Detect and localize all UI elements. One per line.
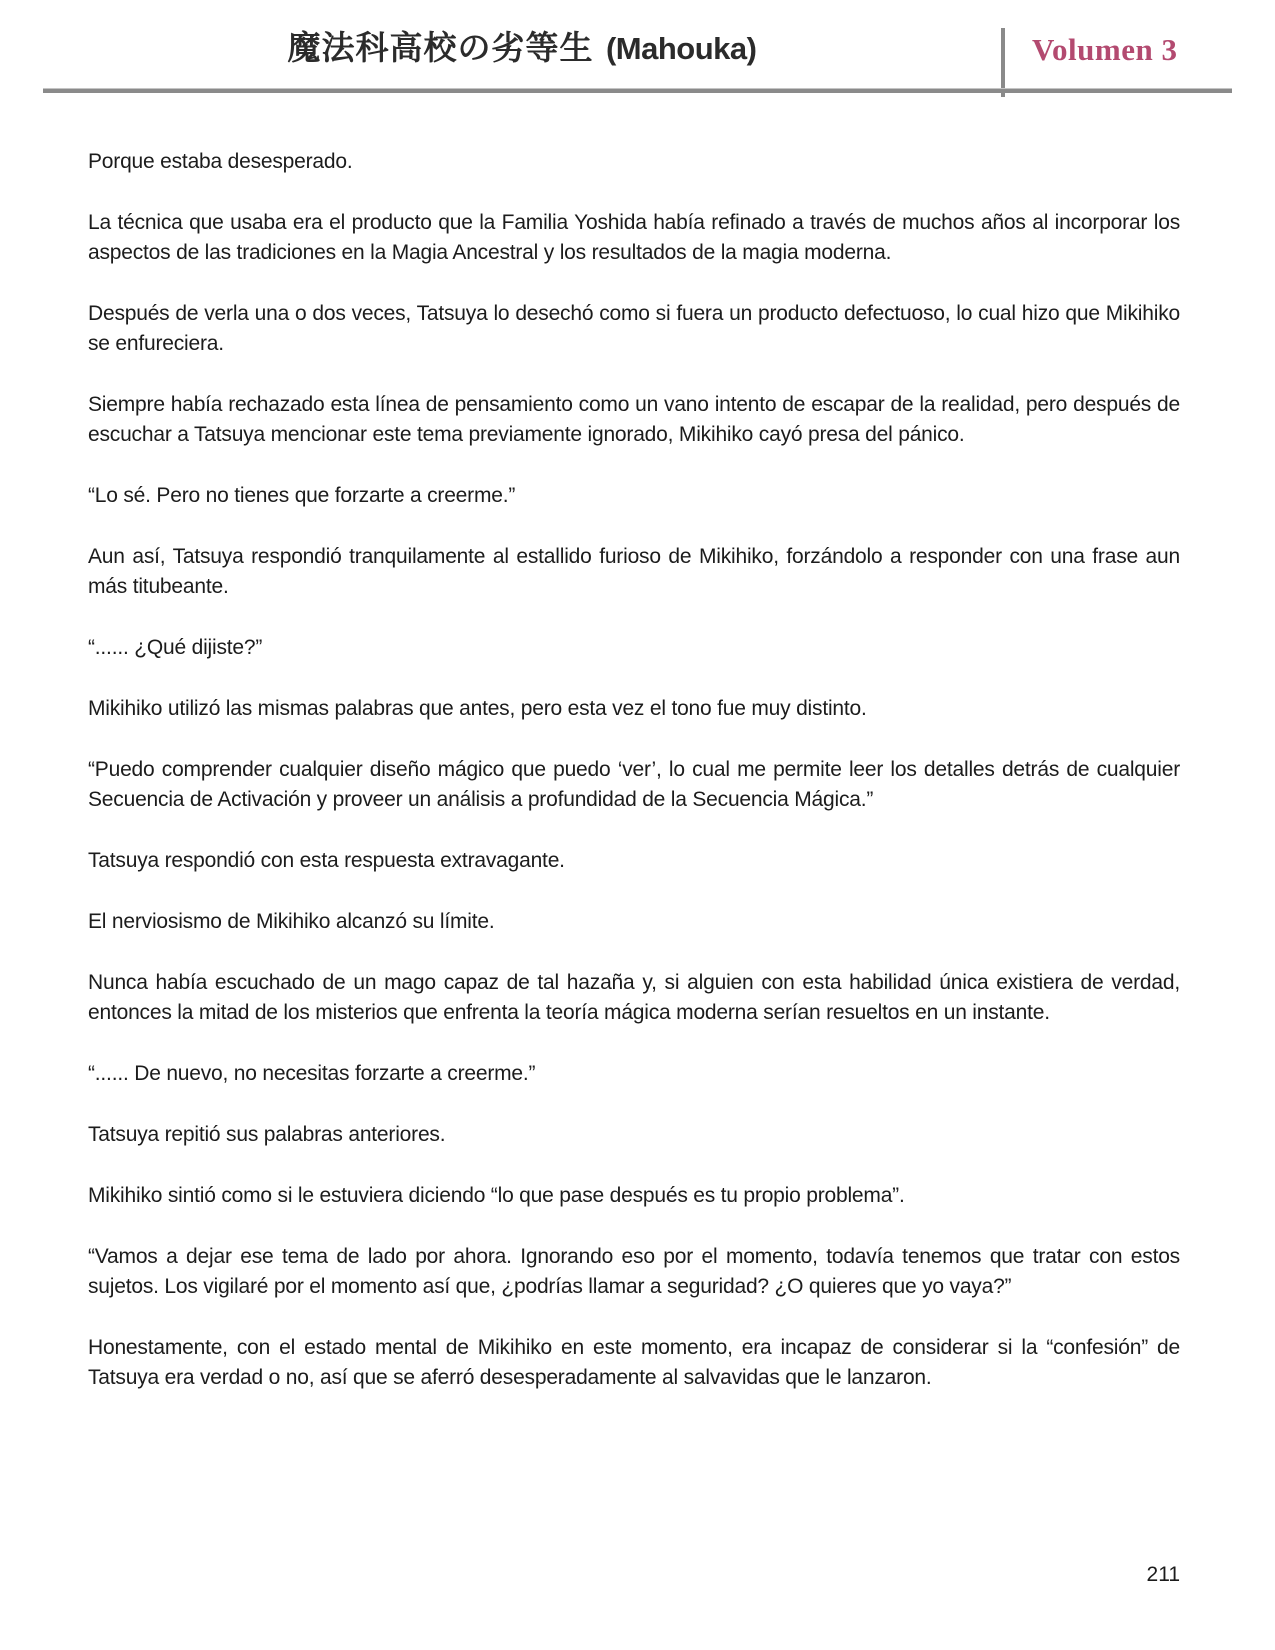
- page-number: 211: [1146, 1563, 1180, 1586]
- paragraph: La técnica que usaba era el producto que la Familia Yoshida había refinado a través de muchos años al incorporar los aspectos de las tradiciones en la Magia Ancestral y los resultados de la magia moderna.: [88, 211, 1180, 264]
- page-body: [88, 147, 1180, 1424]
- paragraph: “...... De nuevo, no necesitas forzarte a creerme.”: [88, 1062, 536, 1085]
- book-title: [43, 22, 1001, 69]
- header-rule: [43, 88, 1232, 93]
- paragraph: “Vamos a dejar ese tema de lado por ahora. Ignorando eso por el momento, todavía tenemos que tratar con estos sujetos. Los vigilaré por el momento así que, ¿podrías llamar a seguridad? ¿O quieres que yo vaya?”: [88, 1245, 1180, 1298]
- paragraph: Mikihiko sintió como si le estuviera diciendo “lo que pase después es tu propio problema”.: [88, 1184, 905, 1207]
- paragraph: Honestamente, con el estado mental de Mikihiko en este momento, era incapaz de considerar si la “confesión” de Tatsuya era verdad o no, así que se aferró desesperadamente al salvavidas que le lanzaron.: [88, 1336, 1180, 1389]
- paragraph: Después de verla una o dos veces, Tatsuya lo desechó como si fuera un producto defectuoso, lo cual hizo que Mikihiko se enfureciera.: [88, 302, 1180, 355]
- paragraph: Mikihiko utilizó las mismas palabras que antes, pero esta vez el tono fue muy distinto.: [88, 697, 867, 720]
- paragraph: “Lo sé. Pero no tienes que forzarte a creerme.”: [88, 484, 516, 507]
- paragraph: Siempre había rechazado esta línea de pensamiento como un vano intento de escapar de la realidad, pero después de escuchar a Tatsuya mencionar este tema previamente ignorado, Mikihiko cayó presa del pánico.: [88, 393, 1180, 446]
- header-divider-bar: [1001, 28, 1005, 97]
- paragraph: “...... ¿Qué dijiste?”: [88, 636, 263, 659]
- paragraph: “Puedo comprender cualquier diseño mágico que puedo ‘ver’, lo cual me permite leer los detalles detrás de cualquier Secuencia de Activación y proveer un análisis a profundidad de la Secuencia Mágica.”: [88, 758, 1180, 811]
- paragraph: Nunca había escuchado de un mago capaz de tal hazaña y, si alguien con esta habilidad única existiera de verdad, entonces la mitad de los misterios que enfrenta la teoría mágica moderna serían resueltos en un instante.: [88, 971, 1180, 1024]
- paragraph: Tatsuya repitió sus palabras anteriores.: [88, 1123, 446, 1146]
- paragraph: Aun así, Tatsuya respondió tranquilamente al estallido furioso de Mikihiko, forzándolo a responder con una frase aun más titubeante.: [88, 545, 1180, 598]
- book-title-japanese: 魔法科高校の劣等生: [287, 28, 594, 67]
- paragraph: El nerviosismo de Mikihiko alcanzó su límite.: [88, 910, 495, 933]
- book-title-romaji: (Mahouka): [605, 31, 757, 66]
- paragraph: Tatsuya respondió con esta respuesta extravagante.: [88, 849, 565, 872]
- paragraph: Porque estaba desesperado.: [88, 150, 353, 173]
- volume-label: Volumen 3: [1032, 32, 1178, 67]
